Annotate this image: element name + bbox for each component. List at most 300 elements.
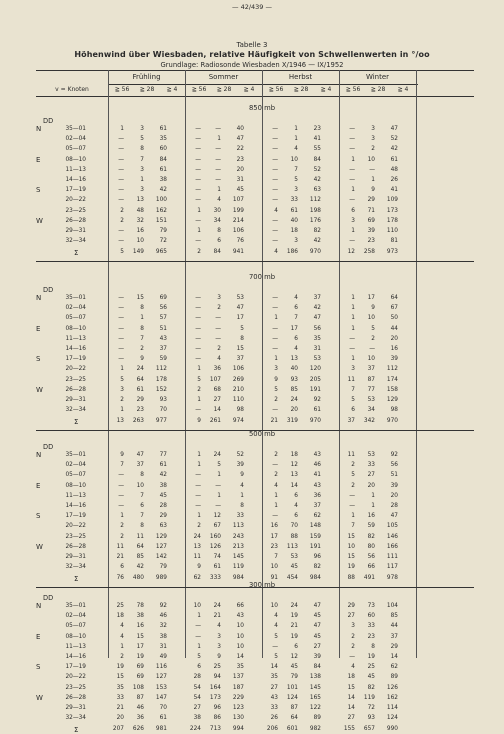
- direction-range: 11—13: [65, 643, 86, 650]
- sum-label: Σ: [74, 418, 79, 427]
- table-cell: 1: [197, 513, 201, 520]
- table-cell: 3: [371, 126, 375, 132]
- table-cell: 1: [371, 177, 375, 183]
- table-cell: 25: [116, 603, 124, 609]
- table-cell: 174: [386, 376, 398, 383]
- sum-cell: 454: [286, 575, 298, 582]
- table-cell: 2: [371, 146, 375, 153]
- table-cell: 10: [236, 643, 244, 650]
- season-heading: Sommer: [208, 73, 239, 81]
- table-cell: 53: [236, 295, 244, 301]
- table-cell: 40: [290, 217, 298, 224]
- table-subtitle: Grundlage: Radiosonde Wiesbaden X/1946 — IX/1952: [160, 61, 344, 69]
- table-cell: 23: [367, 238, 375, 245]
- table-cell: 4: [120, 633, 124, 640]
- table-cell: 35: [313, 335, 321, 342]
- table-cell: 3: [140, 166, 144, 173]
- direction-range: 20—22: [65, 197, 86, 204]
- table-cell: 4: [294, 295, 298, 301]
- table-cell: 4: [274, 207, 278, 214]
- table-cell: 32: [159, 623, 167, 630]
- table-cell: 1: [120, 366, 124, 373]
- table-cell: 17: [290, 325, 298, 332]
- direction-range: 02—04: [65, 462, 86, 469]
- sum-cell: 37: [347, 418, 355, 425]
- table-cell: 162: [155, 207, 167, 214]
- table-cell: 61: [159, 715, 167, 722]
- table-cell: 21: [290, 623, 298, 630]
- table-cell: 8: [371, 643, 375, 650]
- table-cell: 60: [159, 146, 167, 153]
- table-cell: —: [118, 503, 124, 509]
- table-cell: 10: [270, 564, 278, 571]
- sum-cell: 9: [197, 418, 201, 425]
- table-cell: 52: [236, 452, 244, 458]
- table-cell: 5: [274, 654, 278, 660]
- table-cell: 9: [197, 564, 201, 571]
- table-cell: 84: [313, 664, 321, 671]
- compass-direction: E: [36, 324, 41, 333]
- table-cell: 23: [270, 543, 278, 550]
- sum-cell: 970: [309, 418, 321, 425]
- table-cell: 12: [290, 462, 298, 469]
- table-cell: 19: [347, 564, 355, 571]
- table-cell: 47: [313, 623, 321, 630]
- table-cell: —: [272, 228, 278, 234]
- table-cell: 96: [313, 554, 321, 560]
- table-cell: 87: [367, 376, 375, 383]
- table-cell: 1: [140, 177, 144, 183]
- table-cell: 77: [367, 386, 375, 393]
- table-cell: 1: [197, 613, 201, 620]
- pressure-level-label: 850 mb: [248, 104, 276, 112]
- threshold-heading: ≧ 4: [243, 86, 255, 93]
- table-cell: 178: [386, 217, 398, 224]
- table-cell: —: [215, 156, 221, 163]
- table-cell: —: [272, 407, 278, 414]
- table-cell: 30: [213, 207, 221, 214]
- table-cell: 11: [193, 554, 201, 560]
- direction-range: 23—25: [65, 684, 86, 691]
- table-cell: 173: [386, 207, 398, 214]
- table-cell: 15: [347, 554, 355, 560]
- table-cell: 3: [351, 623, 355, 630]
- table-cell: 1: [294, 136, 298, 143]
- table-cell: —: [215, 126, 221, 132]
- direction-range: 29—31: [65, 397, 86, 403]
- dd-label: DD: [43, 443, 54, 451]
- table-cell: 92: [390, 452, 398, 458]
- direction-range: 35—01: [65, 126, 86, 132]
- table-cell: 61: [390, 156, 398, 163]
- table-cell: 64: [290, 715, 298, 722]
- table-cell: —: [118, 325, 124, 332]
- table-cell: 15: [136, 633, 144, 640]
- table-cell: —: [195, 217, 201, 224]
- table-cell: 53: [290, 554, 298, 560]
- dd-label: DD: [43, 594, 54, 602]
- table-cell: 1: [197, 366, 201, 373]
- sum-cell: 601: [286, 726, 298, 733]
- table-cell: 42: [136, 564, 144, 571]
- table-cell: 8: [140, 523, 144, 530]
- threshold-heading: ≧ 4: [166, 86, 178, 93]
- direction-range: 08—10: [65, 482, 86, 489]
- table-cell: 37: [313, 295, 321, 301]
- table-cell: 7: [140, 513, 144, 520]
- table-cell: —: [118, 492, 124, 499]
- sum-cell: 91: [270, 575, 278, 582]
- table-cell: 107: [232, 197, 244, 204]
- table-cell: 166: [386, 543, 398, 550]
- table-cell: 2: [274, 472, 278, 479]
- table-cell: 18: [290, 228, 298, 234]
- compass-direction: S: [36, 663, 41, 672]
- table-cell: —: [272, 462, 278, 469]
- table-cell: 15: [236, 346, 244, 352]
- direction-range: 17—19: [65, 187, 86, 194]
- sum-cell: 149: [132, 249, 144, 256]
- table-cell: 10: [367, 315, 375, 322]
- sum-cell: 994: [232, 726, 244, 733]
- table-cell: 10: [236, 623, 244, 630]
- table-cell: 10: [367, 156, 375, 163]
- table-cell: 40: [290, 366, 298, 373]
- table-cell: 214: [232, 217, 244, 224]
- table-cell: 16: [270, 523, 278, 530]
- table-cell: 53: [313, 356, 321, 363]
- table-cell: 27: [193, 705, 201, 711]
- table-cell: 127: [155, 674, 167, 681]
- table-cell: 33: [116, 694, 124, 701]
- sum-cell: 4: [274, 249, 278, 256]
- sum-cell: 62: [193, 575, 201, 582]
- direction-range: 02—04: [65, 613, 86, 620]
- table-cell: 25: [367, 664, 375, 671]
- table-cell: 1: [371, 503, 375, 509]
- direction-range: 05—07: [65, 146, 86, 153]
- compass-direction: E: [36, 155, 41, 164]
- table-cell: 62: [313, 513, 321, 520]
- table-cell: 98: [390, 407, 398, 414]
- table-cell: 5: [197, 654, 201, 660]
- table-cell: 94: [213, 674, 221, 681]
- table-cell: 6: [120, 564, 124, 571]
- table-cell: 153: [155, 684, 167, 691]
- table-cell: 7: [294, 166, 298, 173]
- table-cell: 38: [159, 482, 167, 489]
- table-cell: 80: [367, 543, 375, 550]
- table-cell: 11: [347, 376, 355, 383]
- table-cell: 210: [232, 386, 244, 393]
- table-cell: 9: [240, 472, 244, 479]
- table-cell: 5: [240, 325, 244, 332]
- table-cell: —: [118, 136, 124, 143]
- table-cell: 13: [136, 197, 144, 204]
- table-cell: 16: [136, 228, 144, 234]
- table-cell: 110: [386, 228, 398, 234]
- table-cell: 28: [390, 503, 398, 509]
- table-cell: 14: [390, 654, 398, 660]
- table-cell: —: [118, 238, 124, 245]
- table-cell: 4: [294, 346, 298, 352]
- table-cell: 37: [236, 356, 244, 363]
- table-cell: 137: [232, 674, 244, 681]
- direction-range: 32—34: [65, 715, 86, 722]
- table-cell: —: [195, 146, 201, 153]
- table-cell: 187: [232, 684, 244, 691]
- sum-cell: 657: [363, 726, 375, 733]
- direction-range: 14—16: [65, 346, 86, 352]
- table-cell: 2: [120, 654, 124, 660]
- table-cell: 51: [159, 325, 167, 332]
- table-cell: —: [272, 166, 278, 173]
- season-heading: Herbst: [288, 73, 313, 81]
- table-cell: —: [118, 346, 124, 352]
- table-cell: 47: [136, 452, 144, 458]
- table-cell: 1: [120, 513, 124, 520]
- table-cell: 9: [120, 452, 124, 458]
- table-cell: 24: [213, 603, 221, 609]
- table-cell: 43: [236, 613, 244, 620]
- direction-range: 35—01: [65, 295, 86, 301]
- sum-cell: 974: [232, 418, 244, 425]
- table-cell: 42: [313, 305, 321, 312]
- table-cell: 35: [159, 136, 167, 143]
- table-cell: 15: [347, 684, 355, 691]
- table-cell: 34: [367, 407, 375, 414]
- table-cell: 2: [120, 207, 124, 214]
- sum-cell: 941: [232, 249, 244, 256]
- table-cell: 158: [386, 386, 398, 393]
- table-cell: 17: [236, 315, 244, 322]
- table-cell: 52: [390, 136, 398, 143]
- table-cell: 89: [390, 674, 398, 681]
- sum-cell: 76: [116, 575, 124, 582]
- direction-range: 14—16: [65, 177, 86, 183]
- table-cell: 47: [390, 126, 398, 132]
- table-cell: 130: [232, 715, 244, 722]
- table-cell: —: [195, 136, 201, 143]
- sum-cell: 970: [386, 418, 398, 425]
- table-cell: 39: [367, 228, 375, 234]
- table-cell: 18: [290, 452, 298, 458]
- table-cell: 43: [313, 452, 321, 458]
- table-cell: 47: [313, 315, 321, 322]
- table-cell: —: [195, 166, 201, 173]
- table-cell: 1: [351, 513, 355, 520]
- table-cell: 101: [286, 684, 298, 691]
- table-cell: 3: [351, 217, 355, 224]
- table-cell: 41: [313, 136, 321, 143]
- table-cell: 38: [193, 715, 201, 722]
- table-cell: —: [272, 187, 278, 194]
- table-cell: —: [215, 166, 221, 173]
- direction-range: 35—01: [65, 603, 86, 609]
- table-cell: 3: [217, 295, 221, 301]
- table-cell: 8: [217, 228, 221, 234]
- table-cell: —: [272, 146, 278, 153]
- table-cell: 3: [351, 366, 355, 373]
- table-cell: —: [272, 643, 278, 650]
- table-cell: 9: [371, 305, 375, 312]
- table-label: Tabelle 3: [236, 41, 268, 49]
- table-cell: 1: [140, 315, 144, 322]
- table-cell: 4: [217, 197, 221, 204]
- table-cell: 2: [120, 523, 124, 530]
- page-number: — 42/439 —: [232, 3, 272, 11]
- table-cell: —: [349, 177, 355, 183]
- table-cell: 8: [140, 472, 144, 479]
- table-cell: 68: [213, 386, 221, 393]
- direction-range: 08—10: [65, 633, 86, 640]
- table-cell: 24: [136, 366, 144, 373]
- table-cell: 36: [213, 366, 221, 373]
- table-cell: 151: [155, 217, 167, 224]
- direction-range: 32—34: [65, 407, 86, 414]
- table-cell: 20: [116, 715, 124, 722]
- table-cell: 1: [120, 643, 124, 650]
- table-cell: 8: [240, 503, 244, 509]
- table-cell: 19: [367, 654, 375, 660]
- table-cell: 159: [309, 533, 321, 540]
- table-cell: —: [118, 228, 124, 234]
- table-cell: —: [215, 325, 221, 332]
- direction-range: 02—04: [65, 136, 86, 143]
- table-cell: 122: [309, 705, 321, 711]
- compass-direction: E: [36, 481, 41, 490]
- table-cell: 4: [294, 146, 298, 153]
- sum-cell: 978: [386, 575, 398, 582]
- table-cell: 21: [116, 705, 124, 711]
- table-cell: 24: [290, 603, 298, 609]
- table-cell: 42: [313, 238, 321, 245]
- table-cell: 1: [120, 407, 124, 414]
- table-cell: 20: [290, 407, 298, 414]
- table-cell: 112: [309, 197, 321, 204]
- table-cell: 86: [213, 715, 221, 722]
- table-cell: 43: [270, 694, 278, 701]
- threshold-heading: ≧ 56: [345, 86, 361, 93]
- table-cell: —: [195, 177, 201, 183]
- table-cell: 4: [217, 356, 221, 363]
- section-divider: [36, 261, 474, 262]
- table-cell: 31: [236, 177, 244, 183]
- direction-range: 05—07: [65, 623, 86, 630]
- direction-range: 20—22: [65, 366, 86, 373]
- table-cell: —: [349, 136, 355, 143]
- table-cell: 31: [159, 643, 167, 650]
- table-cell: 6: [351, 407, 355, 414]
- table-cell: 1: [351, 315, 355, 322]
- table-cell: 27: [367, 472, 375, 479]
- table-cell: 2: [197, 386, 201, 393]
- table-cell: —: [349, 166, 355, 173]
- direction-range: 32—34: [65, 238, 86, 245]
- table-cell: 1: [197, 452, 201, 458]
- table-cell: 85: [136, 554, 144, 560]
- table-cell: —: [349, 126, 355, 132]
- threshold-heading: ≧ 28: [216, 86, 232, 93]
- table-cell: 16: [136, 623, 144, 630]
- sum-cell: 342: [363, 418, 375, 425]
- table-cell: 3: [274, 366, 278, 373]
- table-cell: 7: [294, 315, 298, 322]
- table-cell: 45: [290, 564, 298, 571]
- table-cell: 9: [371, 187, 375, 194]
- table-cell: 17: [367, 295, 375, 301]
- table-cell: 112: [155, 366, 167, 373]
- table-cell: 2: [120, 533, 124, 540]
- table-cell: 25: [213, 664, 221, 671]
- table-cell: 6: [217, 238, 221, 245]
- table-cell: 36: [136, 715, 144, 722]
- table-cell: 38: [136, 613, 144, 620]
- table-cell: 2: [371, 335, 375, 342]
- table-cell: 37: [136, 462, 144, 469]
- table-cell: 2: [217, 346, 221, 352]
- table-cell: —: [195, 492, 201, 499]
- table-cell: 60: [367, 613, 375, 620]
- table-cell: 47: [313, 603, 321, 609]
- table-cell: —: [195, 238, 201, 245]
- table-cell: —: [195, 482, 201, 489]
- compass-direction: W: [36, 693, 43, 702]
- table-cell: 5: [351, 397, 355, 403]
- table-cell: 19: [290, 613, 298, 620]
- table-cell: 29: [136, 397, 144, 403]
- table-cell: 164: [209, 684, 221, 691]
- table-cell: 26: [390, 177, 398, 183]
- table-cell: 45: [313, 633, 321, 640]
- table-cell: 12: [290, 654, 298, 660]
- table-cell: 14: [270, 664, 278, 671]
- season-heading: Winter: [365, 73, 390, 81]
- table-cell: 23: [136, 407, 144, 414]
- table-cell: 69: [136, 664, 144, 671]
- table-cell: 79: [159, 228, 167, 234]
- table-cell: 205: [309, 376, 321, 383]
- table-cell: —: [349, 492, 355, 499]
- table-cell: 45: [236, 187, 244, 194]
- table-cell: 62: [390, 664, 398, 671]
- table-cell: —: [195, 407, 201, 414]
- table-cell: 13: [290, 356, 298, 363]
- compass-direction: W: [36, 385, 43, 394]
- table-cell: 6: [197, 664, 201, 671]
- table-cell: —: [118, 482, 124, 489]
- table-cell: 1: [274, 315, 278, 322]
- table-cell: —: [195, 335, 201, 342]
- table-cell: 3: [217, 643, 221, 650]
- table-cell: 1: [197, 643, 201, 650]
- table-cell: 45: [159, 492, 167, 499]
- direction-range: 20—22: [65, 523, 86, 530]
- table-cell: —: [272, 325, 278, 332]
- direction-range: 26—28: [65, 543, 86, 550]
- table-cell: 104: [386, 603, 398, 609]
- table-cell: 111: [386, 554, 398, 560]
- threshold-heading: ≧ 56: [191, 86, 207, 93]
- table-cell: 33: [367, 462, 375, 469]
- table-cell: 84: [313, 156, 321, 163]
- table-cell: 88: [290, 533, 298, 540]
- table-cell: 84: [159, 156, 167, 163]
- table-cell: 77: [159, 452, 167, 458]
- table-cell: 11: [347, 452, 355, 458]
- table-cell: 67: [390, 305, 398, 312]
- table-cell: 66: [236, 603, 244, 609]
